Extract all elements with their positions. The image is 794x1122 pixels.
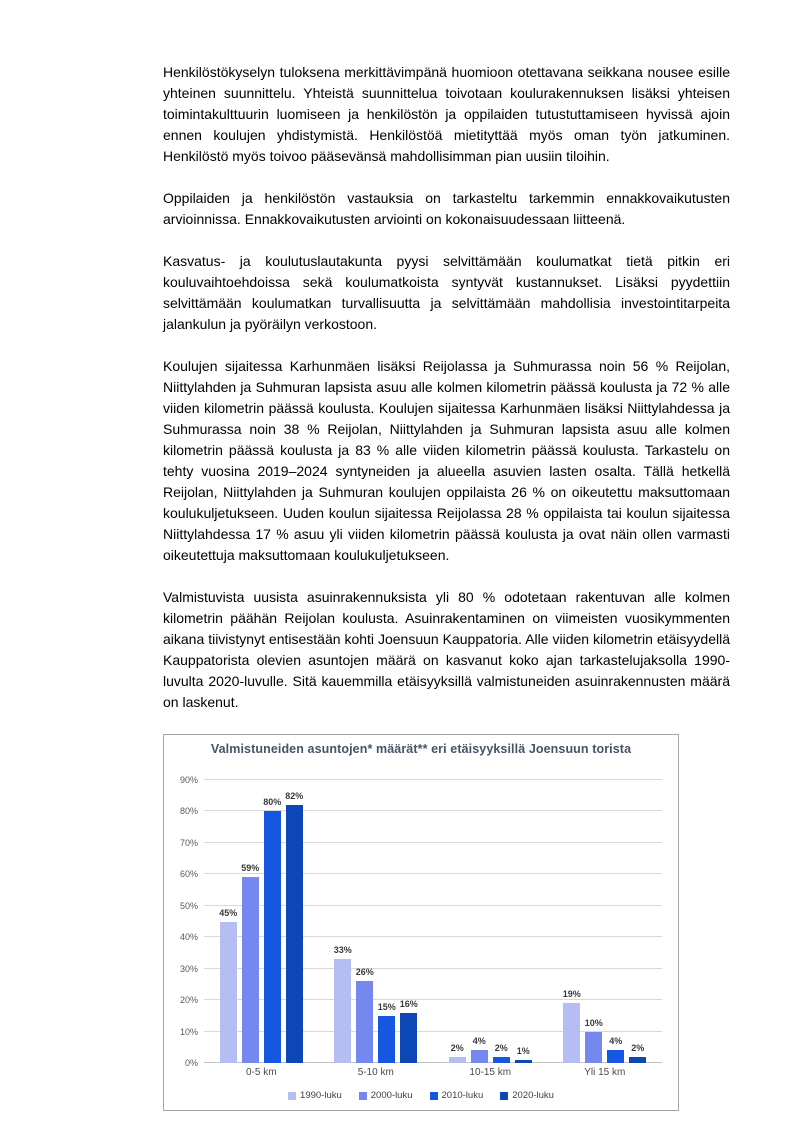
y-tick-label: 60%: [179, 869, 198, 880]
bar-value-label: 2%: [631, 1042, 645, 1053]
bar-1990-luku: [449, 1042, 466, 1063]
y-tick-label: 30%: [179, 963, 198, 974]
legend-swatch-icon: [359, 1092, 367, 1100]
bar-value-label: 15%: [377, 1001, 396, 1012]
bars-layer: [204, 780, 662, 1063]
bar-2010-luku: [607, 1036, 624, 1063]
x-axis-label: 0-5 km: [245, 1067, 277, 1078]
bar-value-label: 82%: [285, 791, 304, 802]
bar-group-yli-15-km: [548, 780, 663, 1063]
legend-label: 2010-luku: [441, 1090, 484, 1101]
bar-value-label: 2%: [450, 1042, 464, 1053]
bar-group-10-15-km: [433, 780, 548, 1063]
bar-1990-luku: [333, 945, 352, 1063]
chart-title: Valmistuneiden asuntojen* määrät** eri etäisyyksillä Joensuun torista: [210, 742, 632, 756]
bar-1990-luku: [219, 907, 238, 1064]
paragraph-impact-assessment: Oppilaiden ja henkilöstön vastauksia on tarkasteltu tarkemmin ennakkovaikutusten arvioinnissa. Ennakkovaikutusten arviointi on kokonaisuudessaan liitteenä.: [163, 190, 730, 227]
bar-value-label: 16%: [399, 998, 418, 1009]
paragraph-school-distances: Koulujen sijaitessa Karhunmäen lisäksi Reijolassa ja Suhmurassa noin 56 % Reijolan, Niittylahden ja Suhmuran lapsista asuu alle kolmen kilometrin päässä koulusta ja 72 % alle viiden kilometrin päässä koulusta. Koulujen sijaitessa Karhunmäen lisäksi Niittylahdessa ja Suhmurassa noin 38 % Reijolan, Niittylahden ja Suhmuran lapsista asuu alle kolmen kilometrin päässä koulusta ja 83 % alle viiden kilometrin päässä koulusta. Tarkastelu on tehty vuosina 2019–2024 syntyneiden ja alueella asuvien lasten osalta. Tällä hetkellä Reijolan, Niittylahden ja Suhmuran koulujen oppilaista 26 % on oikeutettu maksuttomaan koulukuljetukseen. Uuden koulun sijaitessa Reijolassa 28 % oppilaista tai koulun sijaitessa Niittylahdessa 17 % asuu yli viiden kilometrin päässä koulusta ja ovat näin ollen varmasti oikeutettuja maksuttomaan koulukuljetukseen.: [163, 358, 730, 563]
bar-2020-luku: [399, 998, 418, 1063]
legend-item-2000-luku: [359, 1090, 413, 1101]
body-text: [163, 62, 730, 713]
bar-chart: [163, 734, 679, 1111]
bar-1990-luku: [562, 989, 581, 1063]
bar-2000-luku: [471, 1036, 488, 1063]
bar-value-label: 80%: [263, 797, 282, 808]
y-tick-label: 50%: [179, 900, 198, 911]
x-axis-labels: [204, 1067, 662, 1078]
bar-value-label: 2%: [494, 1042, 508, 1053]
legend-label: 2020-luku: [512, 1090, 554, 1101]
bar-2020-luku: [515, 1045, 532, 1063]
y-tick-label: 90%: [179, 775, 198, 785]
y-tick-label: 20%: [179, 995, 198, 1006]
bar-2010-luku: [377, 1001, 396, 1063]
bar-value-label: 45%: [219, 907, 238, 918]
x-axis-label: 10-15 km: [469, 1067, 512, 1078]
legend-item-2020-luku: [500, 1090, 554, 1101]
legend-swatch-icon: [288, 1092, 296, 1100]
y-tick-label: 0%: [184, 1058, 198, 1068]
paragraph-board-request: Kasvatus- ja koulutuslautakunta pyysi selvittämään koulumatkat tietä pitkin eri kouluvaihtoehdoissa sekä koulumatkoista syntyvät kustannukset. Lisäksi pyydettiin selvittämään koulumatkan turvallisuutta ja selvittämään mahdollisia investointitarpeita jalankulun ja pyöräilyn verkostoon.: [163, 253, 730, 332]
chart-legend: [164, 1090, 678, 1101]
bar-value-label: 19%: [562, 989, 581, 1000]
bar-2010-luku: [493, 1042, 510, 1063]
bar-2000-luku: [584, 1017, 603, 1063]
plot-area: [179, 775, 662, 1068]
legend-item-2010-luku: [430, 1090, 484, 1101]
x-axis-label: 5-10 km: [357, 1067, 394, 1078]
paragraph-housing-construction: Valmistuvista uusista asuinrakennuksista yli 80 % odotetaan rakentuvan alle kolmen kilometrin päähän Reijolan koulusta. Asuinrakentaminen on viimeisten vuosikymmenten aikana tiivistynyt entisestään kohti Joensuun Kauppatoria. Alle viiden kilometrin etäisyydellä Kauppatorista olevien asuntojen määrä on kasvanut koko ajan tarkastelujaksolla 1990-luvulta 2020-luvulle. Sitä kauemmilla etäisyyksillä valmistuneiden asuinrakennusten määrä on laskenut.: [163, 589, 730, 710]
bar-value-label: 4%: [472, 1036, 486, 1047]
bar-value-label: 4%: [609, 1036, 623, 1047]
bar-2000-luku: [355, 967, 374, 1063]
bar-value-label: 33%: [333, 945, 352, 956]
y-tick-label: 40%: [179, 932, 198, 943]
bar-value-label: 10%: [584, 1017, 603, 1028]
y-tick-label: 70%: [179, 837, 198, 848]
y-tick-label: 80%: [179, 806, 198, 817]
page-content: [163, 62, 730, 1111]
x-axis-label: Yli 15 km: [584, 1067, 626, 1078]
y-tick-label: 10%: [179, 1026, 198, 1037]
bar-group-0-5-km: [204, 780, 319, 1063]
legend-swatch-icon: [500, 1092, 508, 1100]
bar-value-label: 1%: [516, 1045, 530, 1056]
bar-value-label: 26%: [355, 967, 374, 978]
bar-2020-luku: [629, 1042, 646, 1063]
bar-2000-luku: [241, 863, 260, 1063]
legend-label: 2000-luku: [370, 1090, 413, 1101]
bar-2010-luku: [263, 797, 282, 1063]
legend-item-1990-luku: [288, 1090, 342, 1101]
bar-group-5-10-km: [319, 780, 434, 1063]
legend-swatch-icon: [430, 1092, 438, 1100]
bar-2020-luku: [285, 791, 304, 1063]
bar-value-label: 59%: [241, 863, 260, 874]
legend-label: 1990-luku: [300, 1090, 342, 1101]
paragraph-personnel-survey: Henkilöstökyselyn tuloksena merkittävimpänä huomioon otettavana seikkana nousee esille yhteinen suunnittelu. Yhteistä suunnittelua toivotaan koulurakennuksen lisäksi yhteisen toimintakulttuurin luomiseen ja henkilöstön ja oppilaiden tutustuttamiseen hyvissä ajoin ennen koulujen yhdistymistä. Henkilöstöä mietityttää myös oman työn jatkuminen. Henkilöstö myös toivoo pääsevänsä mahdollisimman pian uusiin tiloihin.: [163, 64, 730, 164]
